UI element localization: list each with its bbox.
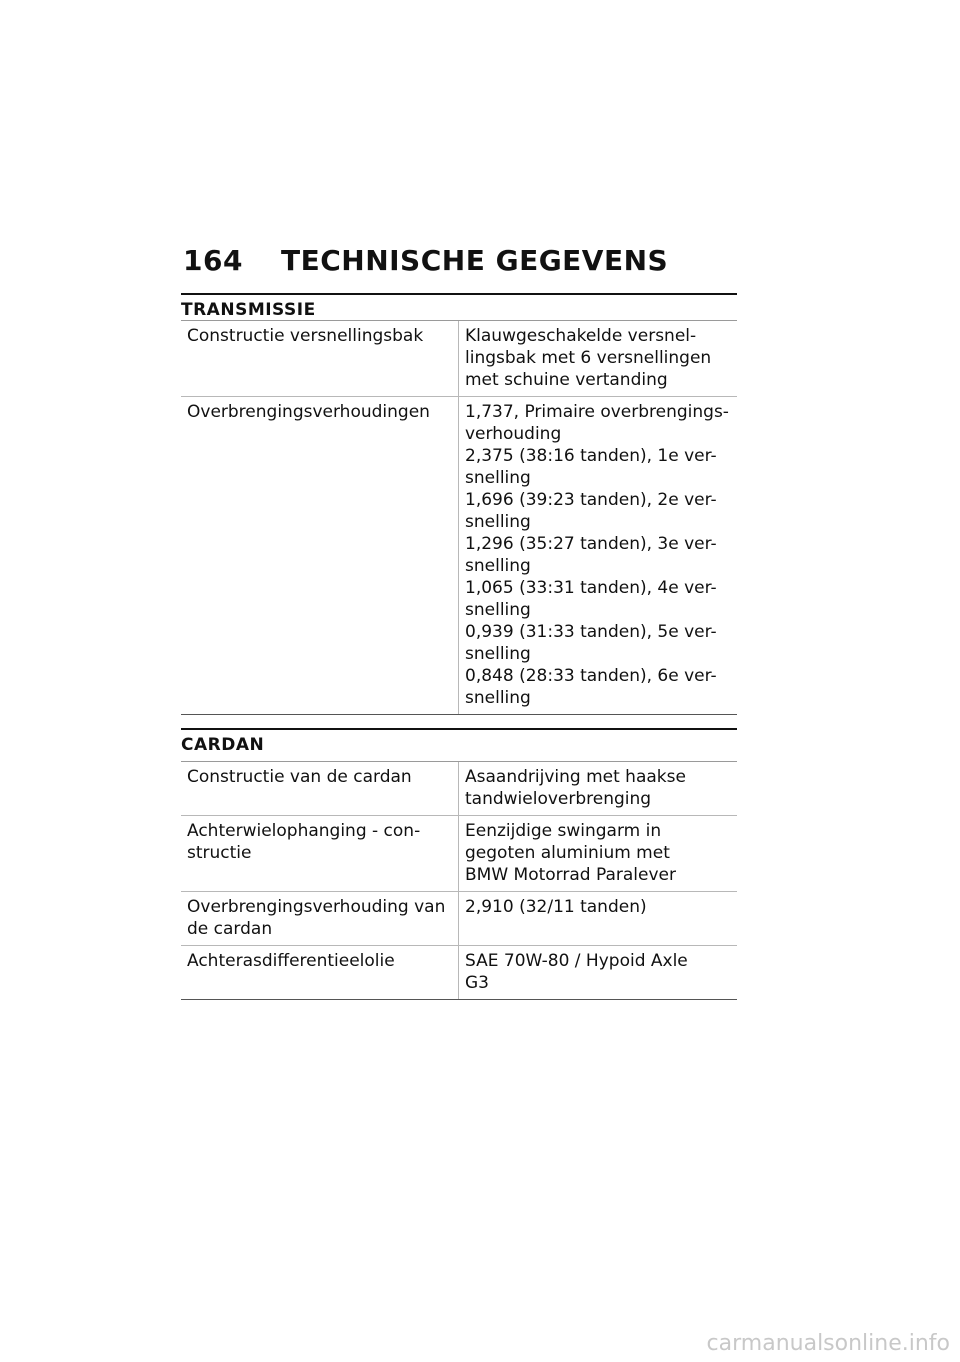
table-row: [181, 762, 737, 816]
section-cardan: [181, 728, 737, 1000]
spec-label: Constructie versnellingsbak: [181, 321, 459, 397]
section-title-cardan: CARDAN: [181, 728, 737, 762]
table-row: [181, 946, 737, 1000]
spec-value: 2,910 (32/11 tanden): [459, 892, 738, 946]
spec-table-cardan: [181, 762, 737, 1000]
table-row: [181, 321, 737, 397]
spec-label: Overbrengingsverhoudingen: [181, 397, 459, 715]
page-title: TECHNISCHE GEGEVENS: [281, 244, 669, 277]
spec-value: Asaandrijving met haakse tandwieloverbrenging: [459, 762, 738, 816]
spec-value: SAE 70W-80 / Hypoid Axle G3: [459, 946, 738, 1000]
section-title-transmissie: TRANSMISSIE: [181, 293, 737, 321]
spec-value: Eenzijdige swingarm in gegoten aluminium met BMW Motorrad Paralever: [459, 816, 738, 892]
table-row: [181, 892, 737, 946]
spec-label: Achterwielophanging - con- structie: [181, 816, 459, 892]
spec-label: Overbrengingsverhouding van de cardan: [181, 892, 459, 946]
spec-value: Klauwgeschakelde versnel- lingsbak met 6 versnellingen met schuine vertanding: [459, 321, 738, 397]
spec-table-transmissie: [181, 321, 737, 715]
table-row: [181, 397, 737, 715]
table-row: [181, 816, 737, 892]
section-transmissie: [181, 293, 737, 715]
spec-label: Achterasdifferentieelolie: [181, 946, 459, 1000]
page-number: 164: [183, 244, 243, 277]
spec-label: Constructie van de cardan: [181, 762, 459, 816]
spec-value: 1,737, Primaire overbrengings- verhouding 2,375 (38:16 tanden), 1e ver- snelling 1,696 (39:23 tanden), 2e ver- snelling 1,296 (35:27 tanden), 3e ver- snelling 1,065 (33:31 tanden), 4e ver- snelling 0,939 (31:33 tanden), 5e ver- snelling 0,848 (28:33 tanden), 6e ver- snelling: [459, 397, 738, 715]
watermark-link[interactable]: carmanualsonline.info: [706, 1331, 950, 1356]
page-header: [183, 244, 668, 277]
